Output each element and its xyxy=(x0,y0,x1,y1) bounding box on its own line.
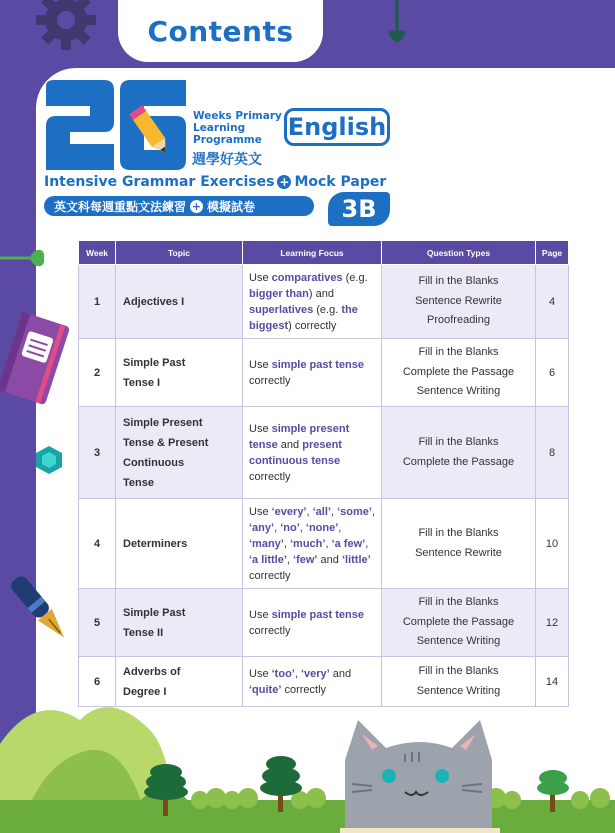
gear-icon xyxy=(30,0,102,60)
topic-line: Tense xyxy=(123,476,154,489)
page-number-cell: 10 xyxy=(536,499,569,589)
table-row xyxy=(79,339,569,407)
learning-focus-cell xyxy=(243,339,382,407)
question-type: Complete the Passage xyxy=(402,365,515,378)
cat-illustration xyxy=(345,720,492,833)
focus-text: , xyxy=(306,505,313,518)
table-header-row xyxy=(79,241,569,265)
question-types-cell xyxy=(382,589,536,657)
plus-icon: + xyxy=(191,199,202,213)
question-type: Complete the Passage xyxy=(402,615,515,628)
focus-text: Use xyxy=(249,505,272,518)
learning-focus-cell xyxy=(243,589,382,657)
week-cell: 6 xyxy=(79,657,116,707)
question-type: Complete the Passage xyxy=(402,455,515,468)
focus-keyword: present continuous tense xyxy=(249,438,342,467)
question-type: Fill in the Blanks xyxy=(418,346,499,359)
week-cell: 5 xyxy=(79,589,116,657)
focus-text: and xyxy=(329,667,352,680)
page-number-cell: 8 xyxy=(536,407,569,499)
focus-text: Use xyxy=(249,422,272,435)
question-type: Sentence Rewrite xyxy=(415,294,502,307)
contents-table xyxy=(78,240,569,707)
topic-line: Simple Past xyxy=(123,606,186,619)
sprout-icon xyxy=(382,0,412,48)
focus-text: , xyxy=(286,553,294,566)
question-type: Fill in the Blanks xyxy=(418,527,499,539)
series-subtitle xyxy=(44,174,386,190)
focus-text: , xyxy=(365,537,369,550)
focus-keyword: ‘many’ xyxy=(249,537,284,550)
focus-text: (e.g. xyxy=(342,271,368,284)
page-number-cell: 12 xyxy=(536,589,569,657)
gem-icon xyxy=(36,446,62,474)
contents-tab xyxy=(118,0,323,62)
topic-line: Determiners xyxy=(123,537,188,550)
focus-keyword: ‘few’ xyxy=(293,553,318,566)
chinese-subtitle-left: 英文科每週重點文法練習 xyxy=(54,199,187,214)
table-body xyxy=(79,265,569,707)
topic-line: Tense & Present xyxy=(123,436,209,449)
page-title: Contents xyxy=(147,14,294,48)
topic-cell xyxy=(116,589,243,657)
topic-line: Simple Present xyxy=(123,416,203,429)
question-type: Proofreading xyxy=(427,314,490,327)
focus-text: Use xyxy=(249,608,272,621)
focus-keyword: ‘quite’ xyxy=(249,683,282,696)
week-cell: 4 xyxy=(79,499,116,589)
topic-cell xyxy=(116,265,243,339)
plus-icon: + xyxy=(279,175,290,189)
focus-text: ) correctly xyxy=(288,319,337,332)
notebook-icon xyxy=(0,306,70,416)
subtitle-right: Mock Paper xyxy=(294,174,387,190)
topic-cell xyxy=(116,499,243,589)
learning-focus-cell xyxy=(243,265,382,339)
sprout-icon xyxy=(0,244,48,272)
topic-line: Degree I xyxy=(123,685,167,698)
focus-keyword: ‘none’ xyxy=(305,521,339,534)
focus-keyword: ‘some’ xyxy=(337,505,372,518)
focus-keyword: ‘no’ xyxy=(280,521,300,534)
page-number-cell: 6 xyxy=(536,339,569,407)
fountain-pen-icon xyxy=(6,570,76,650)
topic-line: Continuous xyxy=(123,456,185,469)
focus-keyword: ‘every’ xyxy=(271,505,307,518)
table-row xyxy=(79,499,569,589)
week-cell: 3 xyxy=(79,407,116,499)
chinese-subtitle-right: 模擬試卷 xyxy=(207,199,256,214)
focus-text: , xyxy=(294,667,301,680)
focus-text: correctly xyxy=(249,624,291,637)
weeks-line: Programme xyxy=(193,134,262,146)
focus-text: and xyxy=(277,438,303,451)
topic-line: Adjectives I xyxy=(123,295,185,308)
focus-text: ) and xyxy=(308,287,334,300)
focus-keyword: ‘too’ xyxy=(271,667,295,680)
week-cell: 2 xyxy=(79,339,116,407)
question-type: Fill in the Blanks xyxy=(418,436,499,448)
question-type: Fill in the Blanks xyxy=(418,275,499,288)
topic-cell xyxy=(116,339,243,407)
week-cell: 1 xyxy=(79,265,116,339)
focus-text: correctly xyxy=(281,683,327,696)
table-row xyxy=(79,265,569,339)
focus-text: , xyxy=(283,537,290,550)
focus-text: (e.g. xyxy=(313,303,342,316)
focus-text: correctly xyxy=(249,374,291,387)
focus-keyword: ‘all’ xyxy=(312,505,331,518)
focus-keyword: ‘very’ xyxy=(300,667,330,680)
focus-text: correctly xyxy=(249,569,291,582)
focus-text: Use xyxy=(249,667,272,680)
question-type: Sentence Rewrite xyxy=(415,546,502,559)
bottom-scene xyxy=(0,690,615,833)
learning-focus-cell xyxy=(243,499,382,589)
page-number-cell: 4 xyxy=(536,265,569,339)
focus-keyword: simple past tense xyxy=(271,358,364,371)
question-type: Fill in the Blanks xyxy=(418,596,499,609)
question-types-cell xyxy=(382,265,536,339)
focus-keyword: bigger than xyxy=(249,287,309,300)
question-types-cell xyxy=(382,499,536,589)
header-learning-focus: Learning Focus xyxy=(243,241,382,265)
focus-keyword: ‘little’ xyxy=(341,553,371,566)
focus-keyword: superlatives xyxy=(249,303,314,316)
focus-text: , xyxy=(371,505,376,518)
focus-text: , xyxy=(299,521,306,534)
header-page: Page xyxy=(536,241,569,265)
subject-badge: English xyxy=(284,108,390,146)
header-question-types: Question Types xyxy=(382,241,536,265)
focus-text: and xyxy=(317,553,342,566)
focus-text: correctly xyxy=(249,470,291,483)
focus-keyword: ‘a little’ xyxy=(249,553,287,566)
focus-text: Use xyxy=(249,271,272,284)
subtitle-left: Intensive Grammar Exercises xyxy=(44,174,275,190)
learning-focus-cell xyxy=(243,407,382,499)
focus-keyword: ‘much’ xyxy=(289,537,326,550)
weeks-programme-text xyxy=(193,110,282,146)
focus-text: , xyxy=(274,521,281,534)
focus-text: Use xyxy=(249,358,272,371)
question-type: Sentence Writing xyxy=(416,635,501,648)
topic-line: Tense I xyxy=(123,376,161,389)
chinese-title: 週學好英文 xyxy=(192,152,262,168)
topic-line: Adverbs of xyxy=(123,665,181,678)
topic-line: Simple Past xyxy=(123,356,186,369)
topic-line: Tense II xyxy=(123,626,164,639)
focus-keyword: simple past tense xyxy=(271,608,364,621)
weeks-line: Weeks Primary xyxy=(193,110,282,122)
question-type: Sentence Writing xyxy=(416,684,501,697)
table-row xyxy=(79,589,569,657)
chinese-subtitle-bar xyxy=(44,196,314,216)
header-topic: Topic xyxy=(116,241,243,265)
header-week: Week xyxy=(79,241,116,265)
focus-keyword: the biggest xyxy=(249,303,358,332)
focus-text: , xyxy=(338,521,342,534)
question-type: Sentence Writing xyxy=(416,385,501,398)
question-types-cell xyxy=(382,339,536,407)
focus-keyword: simple present tense xyxy=(249,422,350,451)
question-types-cell xyxy=(382,407,536,499)
brand-logo xyxy=(44,78,189,172)
weeks-line: Learning xyxy=(193,122,246,134)
page-number-cell: 14 xyxy=(536,657,569,707)
focus-keyword: comparatives xyxy=(271,271,343,284)
table-row xyxy=(79,407,569,499)
focus-keyword: ‘any’ xyxy=(249,521,275,534)
focus-text: , xyxy=(325,537,332,550)
topic-cell xyxy=(116,407,243,499)
focus-text: , xyxy=(330,505,338,518)
question-type: Fill in the Blanks xyxy=(418,665,499,677)
level-badge: 3B xyxy=(328,192,390,226)
focus-keyword: ‘a few’ xyxy=(331,537,366,550)
